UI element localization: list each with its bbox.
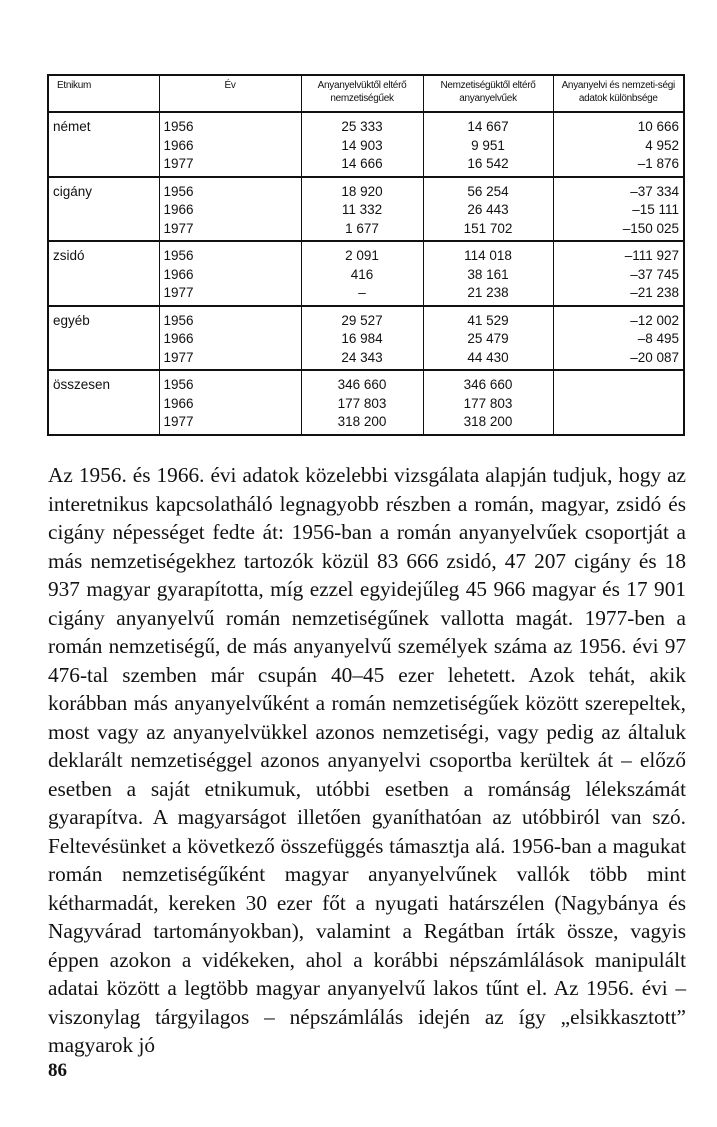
cell-group: egyéb <box>49 306 159 331</box>
cell-year: 1977 <box>159 220 301 242</box>
cell-year: 1977 <box>159 284 301 306</box>
cell-difference: –12 002 <box>553 306 683 331</box>
cell-nationality-diff: 26 443 <box>423 201 553 220</box>
cell-mother-tongue-diff: 25 333 <box>301 112 423 137</box>
cell-nationality-diff: 151 702 <box>423 220 553 242</box>
cell-nationality-diff: 318 200 <box>423 413 553 434</box>
table-header-row <box>49 76 683 112</box>
cell-difference <box>553 370 683 395</box>
cell-year: 1977 <box>159 413 301 434</box>
cell-year: 1956 <box>159 306 301 331</box>
cell-difference: 10 666 <box>553 112 683 137</box>
cell-group: cigány <box>49 177 159 202</box>
cell-year: 1966 <box>159 266 301 285</box>
cell-group <box>49 137 159 156</box>
cell-difference: –20 087 <box>553 349 683 371</box>
table-row <box>49 112 683 137</box>
cell-mother-tongue-diff: 11 332 <box>301 201 423 220</box>
cell-mother-tongue-diff: 14 903 <box>301 137 423 156</box>
table-row <box>49 330 683 349</box>
cell-mother-tongue-diff: – <box>301 284 423 306</box>
cell-difference: 4 952 <box>553 137 683 156</box>
cell-difference: –1 876 <box>553 155 683 177</box>
cell-year: 1966 <box>159 330 301 349</box>
cell-mother-tongue-diff: 1 677 <box>301 220 423 242</box>
cell-group <box>49 395 159 414</box>
table-row <box>49 413 683 434</box>
cell-year: 1966 <box>159 395 301 414</box>
page-number: 86 <box>48 1060 67 1081</box>
cell-nationality-diff: 38 161 <box>423 266 553 285</box>
cell-mother-tongue-diff: 346 660 <box>301 370 423 395</box>
header-nationality-diff: Nemzetiségüktől eltérő anyanyelvűek <box>423 76 553 112</box>
header-ethnicity: Etnikum <box>49 76 159 112</box>
cell-difference: –37 334 <box>553 177 683 202</box>
table-row <box>49 137 683 156</box>
cell-nationality-diff: 21 238 <box>423 284 553 306</box>
table-row <box>49 395 683 414</box>
cell-group <box>49 330 159 349</box>
cell-group <box>49 349 159 371</box>
cell-year: 1956 <box>159 177 301 202</box>
header-year: Év <box>159 76 301 112</box>
cell-year: 1977 <box>159 349 301 371</box>
cell-year: 1956 <box>159 241 301 266</box>
cell-nationality-diff: 16 542 <box>423 155 553 177</box>
cell-mother-tongue-diff: 16 984 <box>301 330 423 349</box>
table-row <box>49 349 683 371</box>
table-row <box>49 266 683 285</box>
cell-mother-tongue-diff: 14 666 <box>301 155 423 177</box>
cell-group: összesen <box>49 370 159 395</box>
cell-difference: –150 025 <box>553 220 683 242</box>
cell-group: zsidó <box>49 241 159 266</box>
cell-mother-tongue-diff: 2 091 <box>301 241 423 266</box>
header-difference: Anyanyelvi és nemzeti-ségi adatok különbsége <box>553 76 683 112</box>
body-paragraph: Az 1956. és 1966. évi adatok közelebbi vizsgálata alapján tudjuk, hogy az interetnikus kapcsolatháló legnagyobb részben a román, magyar, zsidó és cigány népességet fedte át: 1956-ban a román anyanyelvűek csoportját a más nemzetiségekhez tartozók közül 83 666 zsidó, 47 207 cigány és 18 937 magyar gyarapította, míg ezzel egyidejűleg 45 966 magyar és 17 901 cigány anyanyelvű román nemzetiségűnek vallotta magát. 1977-ben a román nemzetiségű, de más anyanyelvű személyek száma az 1956. évi 97 476-tal szemben már csupán 40–45 ezer lehetett. Azok tehát, akik korábban más anyanyelvűként a román nemzetiségűek között szerepeltek, most vagy az anyanyelvükkel azonos nemzetiségi, vagy pedig az általuk deklarált nemzetiséggel azonos anyanyelvi csoportba kerültek át – előző esetben a saját etnikumuk, utóbbi esetben a románság lélekszámát gyarapítva. A magyarságot illetően gyaníthatóan az utóbbiról van szó. Feltevésünket a következő összefüggés támasztja alá. 1956-ban a magukat román nemzetiségűként magyar anyanyelvűnek vallók több mint kétharmadát, kereken 30 ezer főt a nyugati határszélen (Nagybánya és Nagyvárad tartományokban), valamint a Regátban írták össze, vagyis éppen azokon a vidékeken, ahol a korábbi népszámlálások manipulált adatai között a legtöbb magyar anyanyelvű lakos tűnt el. Az 1956. évi – viszonylag tárgyilagos – népszámlálás idején az így „elsikkasztott” magyarok jó <box>48 463 686 1057</box>
table-row <box>49 306 683 331</box>
cell-difference <box>553 413 683 434</box>
cell-year: 1956 <box>159 112 301 137</box>
cell-nationality-diff: 41 529 <box>423 306 553 331</box>
table-row <box>49 155 683 177</box>
cell-difference: –15 111 <box>553 201 683 220</box>
cell-group: német <box>53 119 91 134</box>
table-row <box>49 241 683 266</box>
cell-year: 1977 <box>159 155 301 177</box>
cell-group <box>49 413 159 434</box>
cell-nationality-diff: 56 254 <box>423 177 553 202</box>
cell-group <box>49 266 159 285</box>
table-body <box>49 112 683 434</box>
cell-nationality-diff: 346 660 <box>423 370 553 395</box>
cell-mother-tongue-diff: 177 803 <box>301 395 423 414</box>
table-row <box>49 370 683 395</box>
cell-difference: –111 927 <box>553 241 683 266</box>
cell-difference: –37 745 <box>553 266 683 285</box>
cell-year: 1966 <box>159 137 301 156</box>
cell-mother-tongue-diff: 416 <box>301 266 423 285</box>
cell-nationality-diff: 44 430 <box>423 349 553 371</box>
cell-year: 1956 <box>159 370 301 395</box>
cell-group <box>49 155 159 177</box>
cell-nationality-diff: 114 018 <box>423 241 553 266</box>
table-row <box>49 201 683 220</box>
cell-difference: –8 495 <box>553 330 683 349</box>
cell-difference: –21 238 <box>553 284 683 306</box>
table-row <box>49 177 683 202</box>
cell-year: 1966 <box>159 201 301 220</box>
cell-nationality-diff: 9 951 <box>423 137 553 156</box>
cell-mother-tongue-diff: 29 527 <box>301 306 423 331</box>
cell-nationality-diff: 25 479 <box>423 330 553 349</box>
cell-group <box>49 220 159 242</box>
header-mother-tongue-diff: Anyanyelvüktől eltérő nemzetiségűek <box>301 76 423 112</box>
cell-mother-tongue-diff: 24 343 <box>301 349 423 371</box>
ethnicity-table <box>49 76 683 434</box>
table-row <box>49 220 683 242</box>
cell-nationality-diff: 14 667 <box>423 112 553 137</box>
cell-mother-tongue-diff: 18 920 <box>301 177 423 202</box>
cell-group <box>49 201 159 220</box>
cell-nationality-diff: 177 803 <box>423 395 553 414</box>
table-row <box>49 284 683 306</box>
ethnicity-table-frame <box>47 74 685 436</box>
cell-difference <box>553 395 683 414</box>
cell-group <box>49 284 159 306</box>
cell-mother-tongue-diff: 318 200 <box>301 413 423 434</box>
